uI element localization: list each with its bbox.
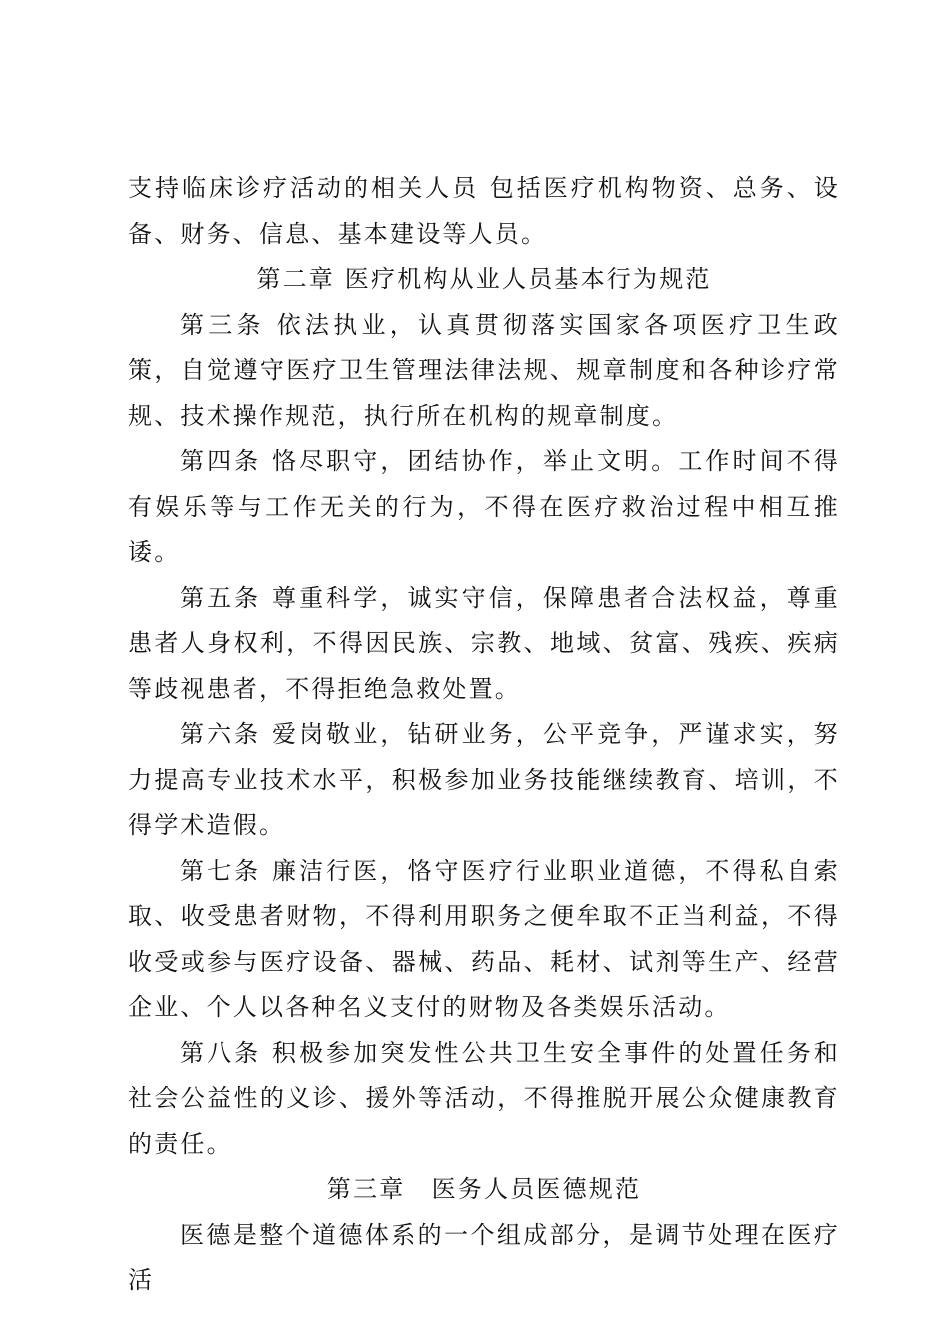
document-body (128, 166, 840, 1304)
chapter-three-heading: 第三章 医务人员医德规范 (326, 1175, 642, 1203)
article-four: 第四条 恪尽职守，团结协作，举止文明。工作时间不得有娱乐等与工作无关的行为，不得在医疗救治过程中相互推诿。 (128, 447, 840, 566)
medical-ethics-paragraph: 医德是整个道德体系的一个组成部分，是调节处理在医疗活 (128, 1220, 840, 1294)
article-five: 第五条 尊重科学，诚实守信，保障患者合法权益，尊重患者人身权利，不得因民族、宗教、地域、贫富、残疾、疾病等歧视患者，不得拒绝急救处置。 (128, 583, 840, 703)
paragraph-continuation: 支持临床诊疗活动的相关人员 包括医疗机构物资、总务、设备、财务、信息、基本建设等人员。 (128, 174, 840, 248)
chapter-two-heading: 第二章 医疗机构从业人员基本行为规范 (256, 265, 712, 293)
article-eight: 第八条 积极参加突发性公共卫生安全事件的处置任务和社会公益性的义诊、援外等活动，不得推脱开展公众健康教育的责任。 (128, 1038, 840, 1158)
article-three: 第三条 依法执业，认真贯彻落实国家各项医疗卫生政策，自觉遵守医疗卫生管理法律法规、规章制度和各种诊疗常规、技术操作规范，执行所在机构的规章制度。 (128, 310, 840, 430)
article-seven: 第七条 廉洁行医，恪守医疗行业职业道德，不得私自索取、收受患者财物，不得利用职务之便牟取不正当利益，不得收受或参与医疗设备、器械、药品、耗材、试剂等生产、经营企业、个人以各种名义支付的财物及各类娱乐活动。 (128, 856, 840, 1021)
article-six: 第六条 爱岗敬业，钻研业务，公平竞争，严谨求实，努力提高专业技术水平，积极参加业务技能继续教育、培训，不得学术造假。 (128, 720, 840, 839)
